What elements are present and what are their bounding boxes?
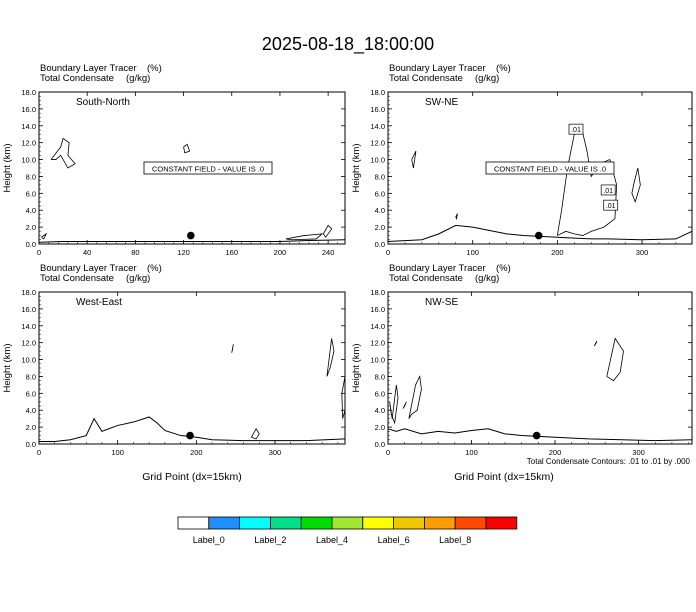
x-tick-label: 0 [385,448,391,457]
x-tick-label: 240 [321,248,335,257]
x-tick-label: 200 [190,448,203,457]
y-tick-label: 6.0 [25,389,36,399]
condensate-contour [390,385,398,423]
panel-title: Boundary Layer Tracer [389,63,486,74]
panel-top-right [351,63,692,257]
y-tick-label: 4.0 [25,206,36,216]
panel-subtitle-unit: (g/kg) [475,273,500,284]
panel-title: Boundary Layer Tracer [40,63,137,74]
y-tick-label: 2.0 [374,223,385,233]
y-tick-label: 14.0 [370,321,385,331]
y-tick-label: 12.0 [370,338,385,348]
condensate-contour [51,138,75,168]
figure-title: 2025-08-18_18:00:00 [261,34,435,54]
y-tick-label: 2.0 [25,223,36,233]
condensate-contour [286,234,322,240]
colorbar-swatch [363,517,394,529]
location-marker [535,232,543,240]
x-tick-label: 120 [177,248,190,257]
condensate-contour [403,402,406,409]
panel-top-left [2,63,345,257]
panel-title-unit: (%) [496,263,511,274]
panel-subtitle-unit: (g/kg) [475,73,500,84]
y-tick-label: 8.0 [374,172,385,182]
condensate-contour [184,144,190,152]
cross-section-label: West-East [76,297,122,308]
colorbar-swatch [270,517,301,529]
colorbar-swatch [394,517,425,529]
panel-subtitle-unit: (g/kg) [126,273,151,284]
x-tick-label: 0 [36,248,42,257]
y-tick-label: 8.0 [25,172,36,182]
location-marker [533,432,541,440]
y-axis-label: Height (km) [2,143,13,193]
y-tick-label: 6.0 [374,389,385,399]
y-tick-label: 10.0 [370,355,385,365]
y-tick-label: 16.0 [21,304,36,314]
terrain-line [39,240,345,243]
y-tick-label: 4.0 [25,406,36,416]
condensate-contour [323,225,331,237]
y-tick-label: 8.0 [374,372,385,382]
y-tick-label: 0.0 [25,440,36,449]
condensate-contour [632,168,640,202]
condensate-contour [232,344,234,352]
x-tick-label: 300 [632,448,645,457]
y-tick-label: 10.0 [21,155,36,165]
condensate-contour [557,126,616,236]
contour-label: .01 [605,203,616,211]
y-tick-label: 0.0 [374,440,385,449]
panel-bottom-left [2,263,345,483]
colorbar-swatch [486,517,517,529]
colorbar-swatch [209,517,240,529]
y-tick-label: 0.0 [25,240,36,249]
x-tick-label: 200 [551,248,564,257]
panel-subtitle: Total Condensate [40,273,114,284]
x-axis-label: Grid Point (dx=15km) [454,471,554,483]
condensate-contour [251,429,259,439]
y-tick-label: 16.0 [370,304,385,314]
y-tick-label: 6.0 [25,189,36,199]
condensate-contour [409,376,422,418]
panel-title-unit: (%) [147,63,162,74]
x-tick-label: 100 [466,248,479,257]
colorbar-swatch [178,517,209,529]
x-tick-label: 80 [131,248,140,257]
colorbar-label: Label_6 [377,535,410,545]
x-tick-label: 200 [273,248,287,257]
x-tick-label: 0 [385,248,391,257]
condensate-contour [456,214,458,219]
location-marker [186,432,194,440]
colorbar-swatch [240,517,271,529]
y-tick-label: 12.0 [21,338,36,348]
colorbar-swatch [455,517,486,529]
x-axis-label: Grid Point (dx=15km) [142,471,242,483]
colorbar [178,517,517,545]
colorbar-label: Label_0 [192,535,225,545]
panel-title-unit: (%) [147,263,162,274]
y-tick-label: 18.0 [21,288,36,297]
y-tick-label: 0.0 [374,240,385,249]
x-tick-label: 300 [635,248,649,257]
contour-label: .01 [571,127,581,135]
y-tick-label: 2.0 [25,423,36,433]
x-tick-label: 0 [36,448,42,457]
y-tick-label: 2.0 [374,423,385,433]
y-axis-label: Height (km) [351,143,362,193]
location-marker [187,232,195,240]
cross-section-label: NW-SE [425,297,459,308]
panel-title-unit: (%) [496,63,511,74]
y-tick-label: 18.0 [21,88,36,97]
panel-title: Boundary Layer Tracer [40,263,137,274]
y-tick-label: 16.0 [370,104,385,114]
y-axis-label: Height (km) [2,343,13,393]
plot-frame [388,292,692,444]
y-tick-label: 4.0 [374,206,385,216]
panel-subtitle: Total Condensate [40,73,114,84]
x-tick-label: 160 [225,248,239,257]
condensate-contour [594,341,597,346]
y-tick-label: 18.0 [370,88,385,97]
colorbar-swatch [424,517,455,529]
panels [2,63,692,483]
contour-label: .01 [603,187,614,195]
plot-frame [39,292,345,444]
condensate-contour [327,338,334,376]
cross-section-label: South-North [76,97,130,108]
y-tick-label: 8.0 [25,372,36,382]
constant-field-annotation: CONSTANT FIELD - VALUE IS .0 [151,164,265,174]
y-tick-label: 12.0 [21,138,36,148]
colorbar-swatch [301,517,332,529]
y-tick-label: 14.0 [21,321,36,331]
panel-bottom-right [351,263,692,483]
colorbar-label: Label_4 [315,535,349,545]
cross-section-label: SW-NE [425,97,459,108]
x-tick-label: 100 [111,448,124,457]
y-tick-label: 12.0 [370,138,385,148]
x-tick-label: 100 [465,448,478,457]
y-tick-label: 18.0 [370,288,385,297]
colorbar-swatch [332,517,363,529]
panel-title: Boundary Layer Tracer [389,263,486,274]
x-tick-label: 200 [548,448,562,457]
colorbar-label: Label_2 [254,535,287,545]
y-axis-label: Height (km) [351,343,362,393]
panel-subtitle-unit: (g/kg) [126,73,151,84]
panel-subtitle: Total Condensate [389,273,463,284]
y-tick-label: 4.0 [374,406,385,416]
constant-field-annotation: CONSTANT FIELD - VALUE IS .0 [493,164,607,174]
condensate-contour [412,151,416,168]
y-tick-label: 14.0 [370,121,385,131]
y-tick-label: 10.0 [370,155,385,165]
y-tick-label: 14.0 [21,121,36,131]
x-tick-label: 300 [268,448,282,457]
y-tick-label: 6.0 [374,189,385,199]
colorbar-label: Label_8 [439,535,472,545]
condensate-contour [607,338,624,380]
y-tick-label: 16.0 [21,104,36,114]
x-tick-label: 40 [83,248,92,257]
y-tick-label: 10.0 [21,355,36,365]
condensate-contour [41,234,46,239]
contour-footnote: Total Condensate Contours: .01 to .01 by .000 [526,457,690,466]
panel-subtitle: Total Condensate [389,73,463,84]
